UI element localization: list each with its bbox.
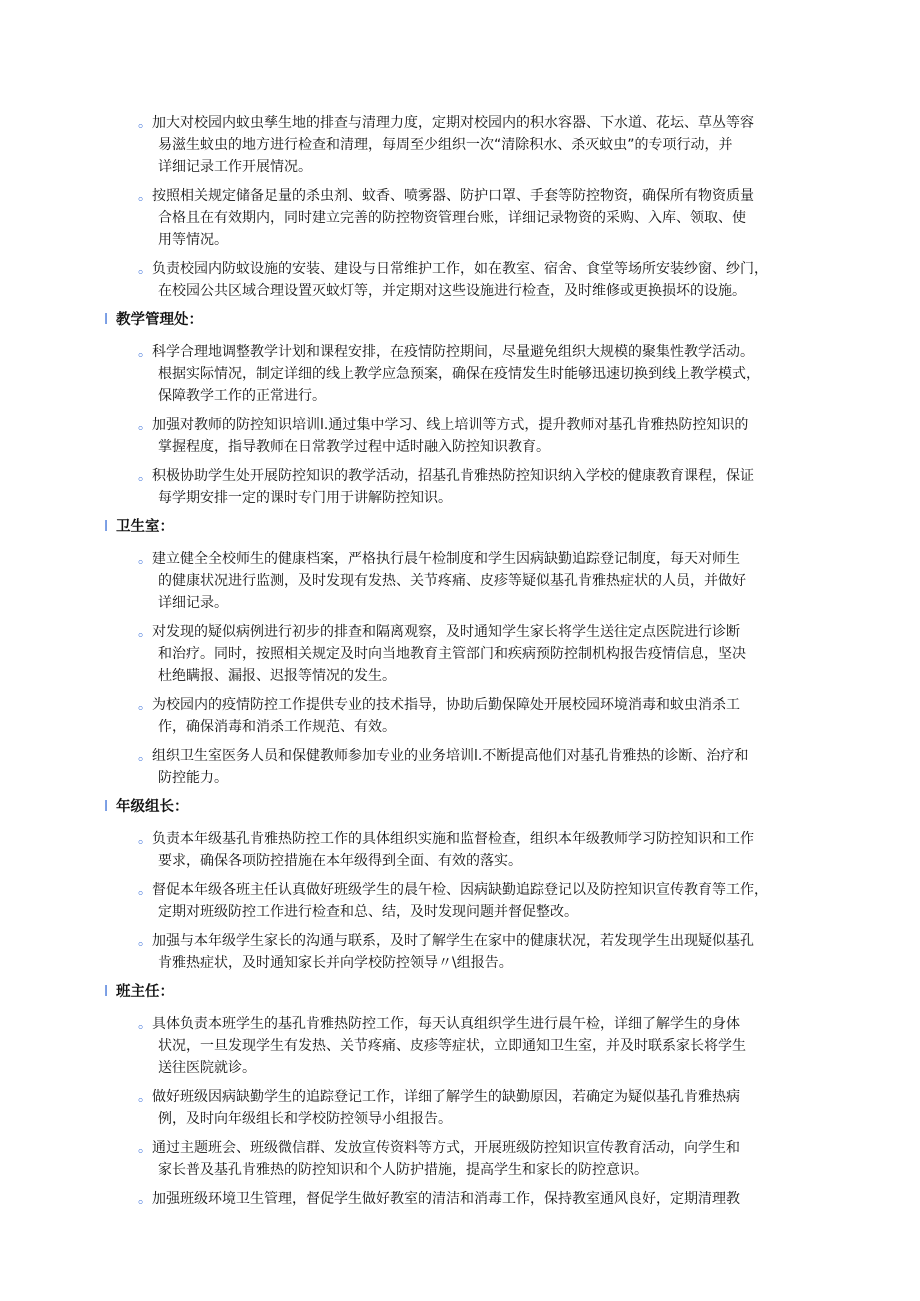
list-item-line: 例，及时向年级组长和学校防控领导小组报告。 (158, 1111, 452, 1127)
list-item (104, 341, 820, 407)
bullet-icon: 。 (138, 344, 152, 360)
list-item-line: 负责校园内防蚊设施的安装、建设与日常维护工作，如在教室、宿舍、食堂等场所安装纱窗、纱门， (152, 261, 768, 277)
list-item (104, 414, 820, 458)
list-item-line: 负责本年级基孔肯雅热防控工作的具体组织实施和监督检查，组织本年级教师学习防控知识和工作 (152, 831, 754, 847)
list-item-line: 科学合理地调整教学计划和课程安排，在疫情防控期间，尽量避免组织大规模的聚集性教学活动。 (152, 344, 754, 360)
bullet-icon: 。 (138, 624, 152, 640)
bullet-icon: 。 (138, 1191, 152, 1207)
section-heading (104, 796, 820, 818)
list-item-line: 肯雅热症状，及时通知家长并向学校防控领导〃\组报告。 (158, 955, 513, 971)
bullet-icon: 。 (138, 115, 152, 131)
list-item-line: 根据实际情况，制定详细的线上教学应急预案，确保在疫情发生时能够迅速切换到线上教学模式， (158, 366, 760, 382)
list-item (104, 548, 820, 614)
list-item-line: 在校园公共区域合理设置灭蚊灯等，并定期对这些设施进行检查，及时维修或更换损坏的设施。 (158, 283, 746, 299)
list-item (104, 1188, 820, 1210)
list-item-line: 详细记录。 (158, 595, 228, 611)
list-item-line: 督促本年级各班主任认真做好班级学生的晨午检、因病缺勤追踪登记以及防控知识宣传教育等工作， (152, 882, 768, 898)
list-item-line: 的健康状况进行监测，及时发现有发热、关节疼痛、皮疹等疑似基孔肯雅热症状的人员，并做好 (158, 573, 746, 589)
list-item-line: 组织卫生室医务人员和保健教师参加专业的业务培训l.不断提高他们对基孔肯雅热的诊断、治疗和 (152, 748, 749, 764)
list-item-line: 易滋生蚊虫的地方进行检查和清理，每周至少组织一次“清除积水、杀灭蚊虫”的专项行动，并 (158, 137, 733, 153)
list-item-line: 建立健全全校师生的健康档案，严格执行晨午检制度和学生因病缺勤追踪登记制度，每天对师生 (152, 551, 740, 567)
section-heading-text: 教学管理处： (116, 312, 203, 328)
list-item (104, 1137, 820, 1181)
bullet-icon: 。 (138, 1140, 152, 1156)
list-item-line: 掌握程度，指导教师在日常教学过程中适时融入防控知识教育。 (158, 439, 550, 455)
list-item-line: 每学期安排一定的课时专门用于讲解防控知识。 (158, 490, 452, 506)
bullet-icon: 。 (138, 882, 152, 898)
list-item-line: 对发现的疑似病例进行初步的排查和隔离观察，及时通知学生家长将学生送往定点医院进行诊断 (152, 624, 740, 640)
bullet-icon: 。 (138, 261, 152, 277)
list-item-line: 加大对校园内蚊虫孳生地的排查与清理力度，定期对校园内的积水容器、下水道、花坛、草丛等容 (152, 115, 754, 131)
list-item-line: 合格且在有效期内，同时建立完善的防控物资管理台账，详细记录物资的采购、入库、领取、使 (158, 210, 746, 226)
list-item-line: 家长普及基孔肯雅热的防控知识和个人防护措施，提高学生和家长的防控意识。 (158, 1162, 648, 1178)
list-item (104, 694, 820, 738)
list-item (104, 1013, 820, 1079)
section-heading-text: 年级组长： (116, 799, 189, 815)
section-heading (104, 309, 820, 331)
list-item-line: 状况，一旦发现学生有发热、关节疼痛、皮疹等症状，立即通知卫生室，并及时联系家长将学生 (158, 1038, 746, 1054)
bullet-icon: 。 (138, 697, 152, 713)
list-item-line: 加强与本年级学生家长的沟通与联系，及时了解学生在家中的健康状况，若发现学生出现疑似基孔 (152, 933, 754, 949)
list-item-line: 和治疗。同时，按照相关规定及时向当地教育主管部门和疾病预防控制机构报告疫情信息，坚决 (158, 646, 746, 662)
list-item (104, 185, 820, 251)
list-item (104, 828, 820, 872)
list-item-line: 按照相关规定储备足量的杀虫剂、蚊香、喷雾器、防护口罩、手套等防控物资，确保所有物资质量 (152, 188, 754, 204)
list-item-line: 要求，确保各项防控措施在本年级得到全面、有效的落实。 (158, 853, 522, 869)
list-item (104, 1086, 820, 1130)
section-heading-text: 卫生室： (116, 519, 174, 535)
list-item (104, 112, 820, 178)
list-item (104, 745, 820, 789)
bullet-icon: 。 (138, 417, 152, 433)
list-item-line: 积极协助学生处开展防控知识的教学活动，招基孔肯雅热防控知识纳入学校的健康教育课程，保证 (152, 468, 754, 484)
section-heading (104, 516, 820, 538)
section-heading (104, 981, 820, 1003)
list-item-line: 具体负责本班学生的基孔肯雅热防控工作，每天认真组织学生进行晨午检，详细了解学生的身体 (152, 1016, 740, 1032)
bullet-icon: 。 (138, 551, 152, 567)
list-item (104, 465, 820, 509)
list-item-line: 为校园内的疫情防控工作提供专业的技术指导，协助后勤保障处开展校园环境消毒和蚊虫消杀工 (152, 697, 740, 713)
list-item-line: 做好班级因病缺勤学生的追踪登记工作，详细了解学生的缺勤原因，若确定为疑似基孔肯雅热病 (152, 1089, 740, 1105)
list-item-line: 定期对班级防控工作进行检查和总、结，及时发现问题并督促整改。 (158, 904, 578, 920)
list-item (104, 258, 820, 302)
list-item-line: 通过主题班会、班级微信群、发放宣传资料等方式，开展班级防控知识宣传教育活动，向学生和 (152, 1140, 740, 1156)
list-item-line: 杜绝瞒报、漏报、迟报等情况的发生。 (158, 668, 396, 684)
list-item-line: 加强班级环境卫生管理，督促学生做好教室的清洁和消毒工作，保持教室通风良好，定期清理教 (152, 1191, 740, 1207)
list-item (104, 879, 820, 923)
heading-marker-icon: l (104, 519, 109, 535)
bullet-icon: 。 (138, 468, 152, 484)
bullet-icon: 。 (138, 1089, 152, 1105)
list-item (104, 930, 820, 974)
document-body (104, 112, 820, 1217)
section-heading-text: 班主任： (116, 984, 174, 1000)
bullet-icon: 。 (138, 188, 152, 204)
list-item-line: 保障教学工作的正常进行。 (158, 388, 326, 404)
list-item-line: 用等情况。 (158, 232, 228, 248)
bullet-icon: 。 (138, 933, 152, 949)
list-item-line: 详细记录工作开展情况。 (158, 159, 312, 175)
bullet-icon: 。 (138, 831, 152, 847)
heading-marker-icon: l (104, 799, 109, 815)
heading-marker-icon: l (104, 312, 109, 328)
list-item-line: 送往医院就诊。 (158, 1060, 256, 1076)
list-item-line: 作，确保消毒和消杀工作规范、有效。 (158, 719, 396, 735)
list-item-line: 加强对教师的防控知识培训l.通过集中学习、线上培训等方式，提升教师对基孔肯雅热防控知识的 (152, 417, 749, 433)
bullet-icon: 。 (138, 1016, 152, 1032)
list-item (104, 621, 820, 687)
heading-marker-icon: l (104, 984, 109, 1000)
list-item-line: 防控能力。 (158, 770, 228, 786)
bullet-icon: 。 (138, 748, 152, 764)
